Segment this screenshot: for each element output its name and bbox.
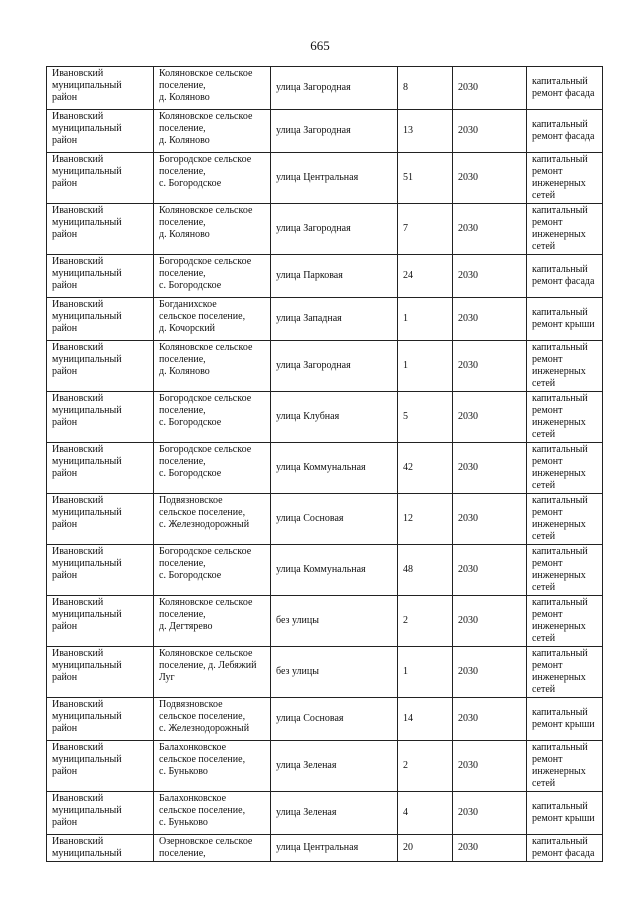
- house-number-cell: 13: [398, 110, 453, 153]
- district-cell: Ивановский муниципальный район: [47, 545, 154, 596]
- year-cell: 2030: [453, 698, 527, 741]
- work-type-cell: капитальный ремонт инженерных сетей: [527, 392, 603, 443]
- settlement-cell: Балахонковское сельское поселение, с. Буньково: [154, 741, 271, 792]
- street-cell: улица Зеленая: [271, 741, 398, 792]
- work-type-cell: капитальный ремонт крыши: [527, 298, 603, 341]
- street-cell: улица Загородная: [271, 204, 398, 255]
- table-row: [47, 392, 603, 443]
- district-cell: Ивановский муниципальный район: [47, 110, 154, 153]
- house-number-cell: 1: [398, 298, 453, 341]
- street-cell: улица Сосновая: [271, 698, 398, 741]
- table-row: [47, 204, 603, 255]
- year-cell: 2030: [453, 341, 527, 392]
- district-cell: Ивановский муниципальный район: [47, 596, 154, 647]
- work-type-cell: капитальный ремонт фасада: [527, 255, 603, 298]
- work-type-cell: капитальный ремонт инженерных сетей: [527, 204, 603, 255]
- year-cell: 2030: [453, 835, 527, 862]
- settlement-cell: Коляновское сельское поселение, д. Коляново: [154, 67, 271, 110]
- house-number-cell: 7: [398, 204, 453, 255]
- year-cell: 2030: [453, 596, 527, 647]
- year-cell: 2030: [453, 443, 527, 494]
- table-row: [47, 298, 603, 341]
- district-cell: Ивановский муниципальный район: [47, 298, 154, 341]
- district-cell: Ивановский муниципальный: [47, 835, 154, 862]
- settlement-cell: Подвязновское сельское поселение, с. Железнодорожный: [154, 494, 271, 545]
- district-cell: Ивановский муниципальный район: [47, 392, 154, 443]
- house-number-cell: 51: [398, 153, 453, 204]
- work-type-cell: капитальный ремонт фасада: [527, 835, 603, 862]
- street-cell: улица Клубная: [271, 392, 398, 443]
- table-row: [47, 596, 603, 647]
- work-type-cell: капитальный ремонт фасада: [527, 67, 603, 110]
- settlement-cell: Коляновское сельское поселение, д. Лебяжий Луг: [154, 647, 271, 698]
- year-cell: 2030: [453, 792, 527, 835]
- table-row: [47, 792, 603, 835]
- house-number-cell: 5: [398, 392, 453, 443]
- year-cell: 2030: [453, 110, 527, 153]
- settlement-cell: Коляновское сельское поселение, д. Дегтярево: [154, 596, 271, 647]
- year-cell: 2030: [453, 647, 527, 698]
- district-cell: Ивановский муниципальный район: [47, 341, 154, 392]
- settlement-cell: Богородское сельское поселение, с. Богородское: [154, 443, 271, 494]
- district-cell: Ивановский муниципальный район: [47, 792, 154, 835]
- work-type-cell: капитальный ремонт крыши: [527, 792, 603, 835]
- table-row: [47, 110, 603, 153]
- house-number-cell: 24: [398, 255, 453, 298]
- settlement-cell: Озерновское сельское поселение,: [154, 835, 271, 862]
- table-row: [47, 741, 603, 792]
- year-cell: 2030: [453, 204, 527, 255]
- work-type-cell: капитальный ремонт фасада: [527, 110, 603, 153]
- house-number-cell: 1: [398, 341, 453, 392]
- settlement-cell: Богородское сельское поселение, с. Богородское: [154, 545, 271, 596]
- settlement-cell: Богородское сельское поселение, с. Богородское: [154, 255, 271, 298]
- street-cell: улица Зеленая: [271, 792, 398, 835]
- house-number-cell: 48: [398, 545, 453, 596]
- work-type-cell: капитальный ремонт инженерных сетей: [527, 596, 603, 647]
- street-cell: улица Коммунальная: [271, 443, 398, 494]
- work-type-cell: капитальный ремонт инженерных сетей: [527, 494, 603, 545]
- year-cell: 2030: [453, 545, 527, 596]
- district-cell: Ивановский муниципальный район: [47, 67, 154, 110]
- street-cell: улица Загородная: [271, 67, 398, 110]
- table-row: [47, 67, 603, 110]
- table-body: [47, 67, 603, 862]
- house-number-cell: 20: [398, 835, 453, 862]
- settlement-cell: Балахонковское сельское поселение, с. Буньково: [154, 792, 271, 835]
- house-number-cell: 1: [398, 647, 453, 698]
- street-cell: улица Центральная: [271, 835, 398, 862]
- work-type-cell: капитальный ремонт инженерных сетей: [527, 153, 603, 204]
- settlement-cell: Богданихское сельское поселение, д. Кочорский: [154, 298, 271, 341]
- work-type-cell: капитальный ремонт инженерных сетей: [527, 341, 603, 392]
- street-cell: без улицы: [271, 647, 398, 698]
- year-cell: 2030: [453, 741, 527, 792]
- settlement-cell: Коляновское сельское поселение, д. Коляново: [154, 110, 271, 153]
- street-cell: улица Парковая: [271, 255, 398, 298]
- district-cell: Ивановский муниципальный район: [47, 255, 154, 298]
- table-row: [47, 494, 603, 545]
- house-number-cell: 12: [398, 494, 453, 545]
- year-cell: 2030: [453, 255, 527, 298]
- street-cell: улица Загородная: [271, 341, 398, 392]
- district-cell: Ивановский муниципальный район: [47, 443, 154, 494]
- page-number: 665: [310, 38, 330, 53]
- street-cell: улица Сосновая: [271, 494, 398, 545]
- street-cell: улица Центральная: [271, 153, 398, 204]
- street-cell: улица Коммунальная: [271, 545, 398, 596]
- house-number-cell: 42: [398, 443, 453, 494]
- district-cell: Ивановский муниципальный район: [47, 153, 154, 204]
- house-number-cell: 8: [398, 67, 453, 110]
- settlement-cell: Подвязновское сельское поселение, с. Железнодорожный: [154, 698, 271, 741]
- district-cell: Ивановский муниципальный район: [47, 494, 154, 545]
- table-row: [47, 835, 603, 862]
- work-type-cell: капитальный ремонт инженерных сетей: [527, 741, 603, 792]
- house-number-cell: 14: [398, 698, 453, 741]
- house-number-cell: 2: [398, 741, 453, 792]
- table-row: [47, 443, 603, 494]
- repair-schedule-table: [46, 66, 603, 862]
- settlement-cell: Богородское сельское поселение, с. Богородское: [154, 153, 271, 204]
- house-number-cell: 2: [398, 596, 453, 647]
- house-number-cell: 4: [398, 792, 453, 835]
- district-cell: Ивановский муниципальный район: [47, 741, 154, 792]
- settlement-cell: Коляновское сельское поселение, д. Коляново: [154, 341, 271, 392]
- table-row: [47, 545, 603, 596]
- year-cell: 2030: [453, 392, 527, 443]
- table-row: [47, 341, 603, 392]
- table-row: [47, 647, 603, 698]
- settlement-cell: Коляновское сельское поселение, д. Коляново: [154, 204, 271, 255]
- year-cell: 2030: [453, 298, 527, 341]
- district-cell: Ивановский муниципальный район: [47, 204, 154, 255]
- work-type-cell: капитальный ремонт инженерных сетей: [527, 647, 603, 698]
- year-cell: 2030: [453, 494, 527, 545]
- district-cell: Ивановский муниципальный район: [47, 647, 154, 698]
- street-cell: улица Загородная: [271, 110, 398, 153]
- table-row: [47, 153, 603, 204]
- street-cell: улица Западная: [271, 298, 398, 341]
- year-cell: 2030: [453, 67, 527, 110]
- work-type-cell: капитальный ремонт инженерных сетей: [527, 443, 603, 494]
- work-type-cell: капитальный ремонт крыши: [527, 698, 603, 741]
- settlement-cell: Богородское сельское поселение, с. Богородское: [154, 392, 271, 443]
- table-row: [47, 255, 603, 298]
- work-type-cell: капитальный ремонт инженерных сетей: [527, 545, 603, 596]
- district-cell: Ивановский муниципальный район: [47, 698, 154, 741]
- table-row: [47, 698, 603, 741]
- street-cell: без улицы: [271, 596, 398, 647]
- year-cell: 2030: [453, 153, 527, 204]
